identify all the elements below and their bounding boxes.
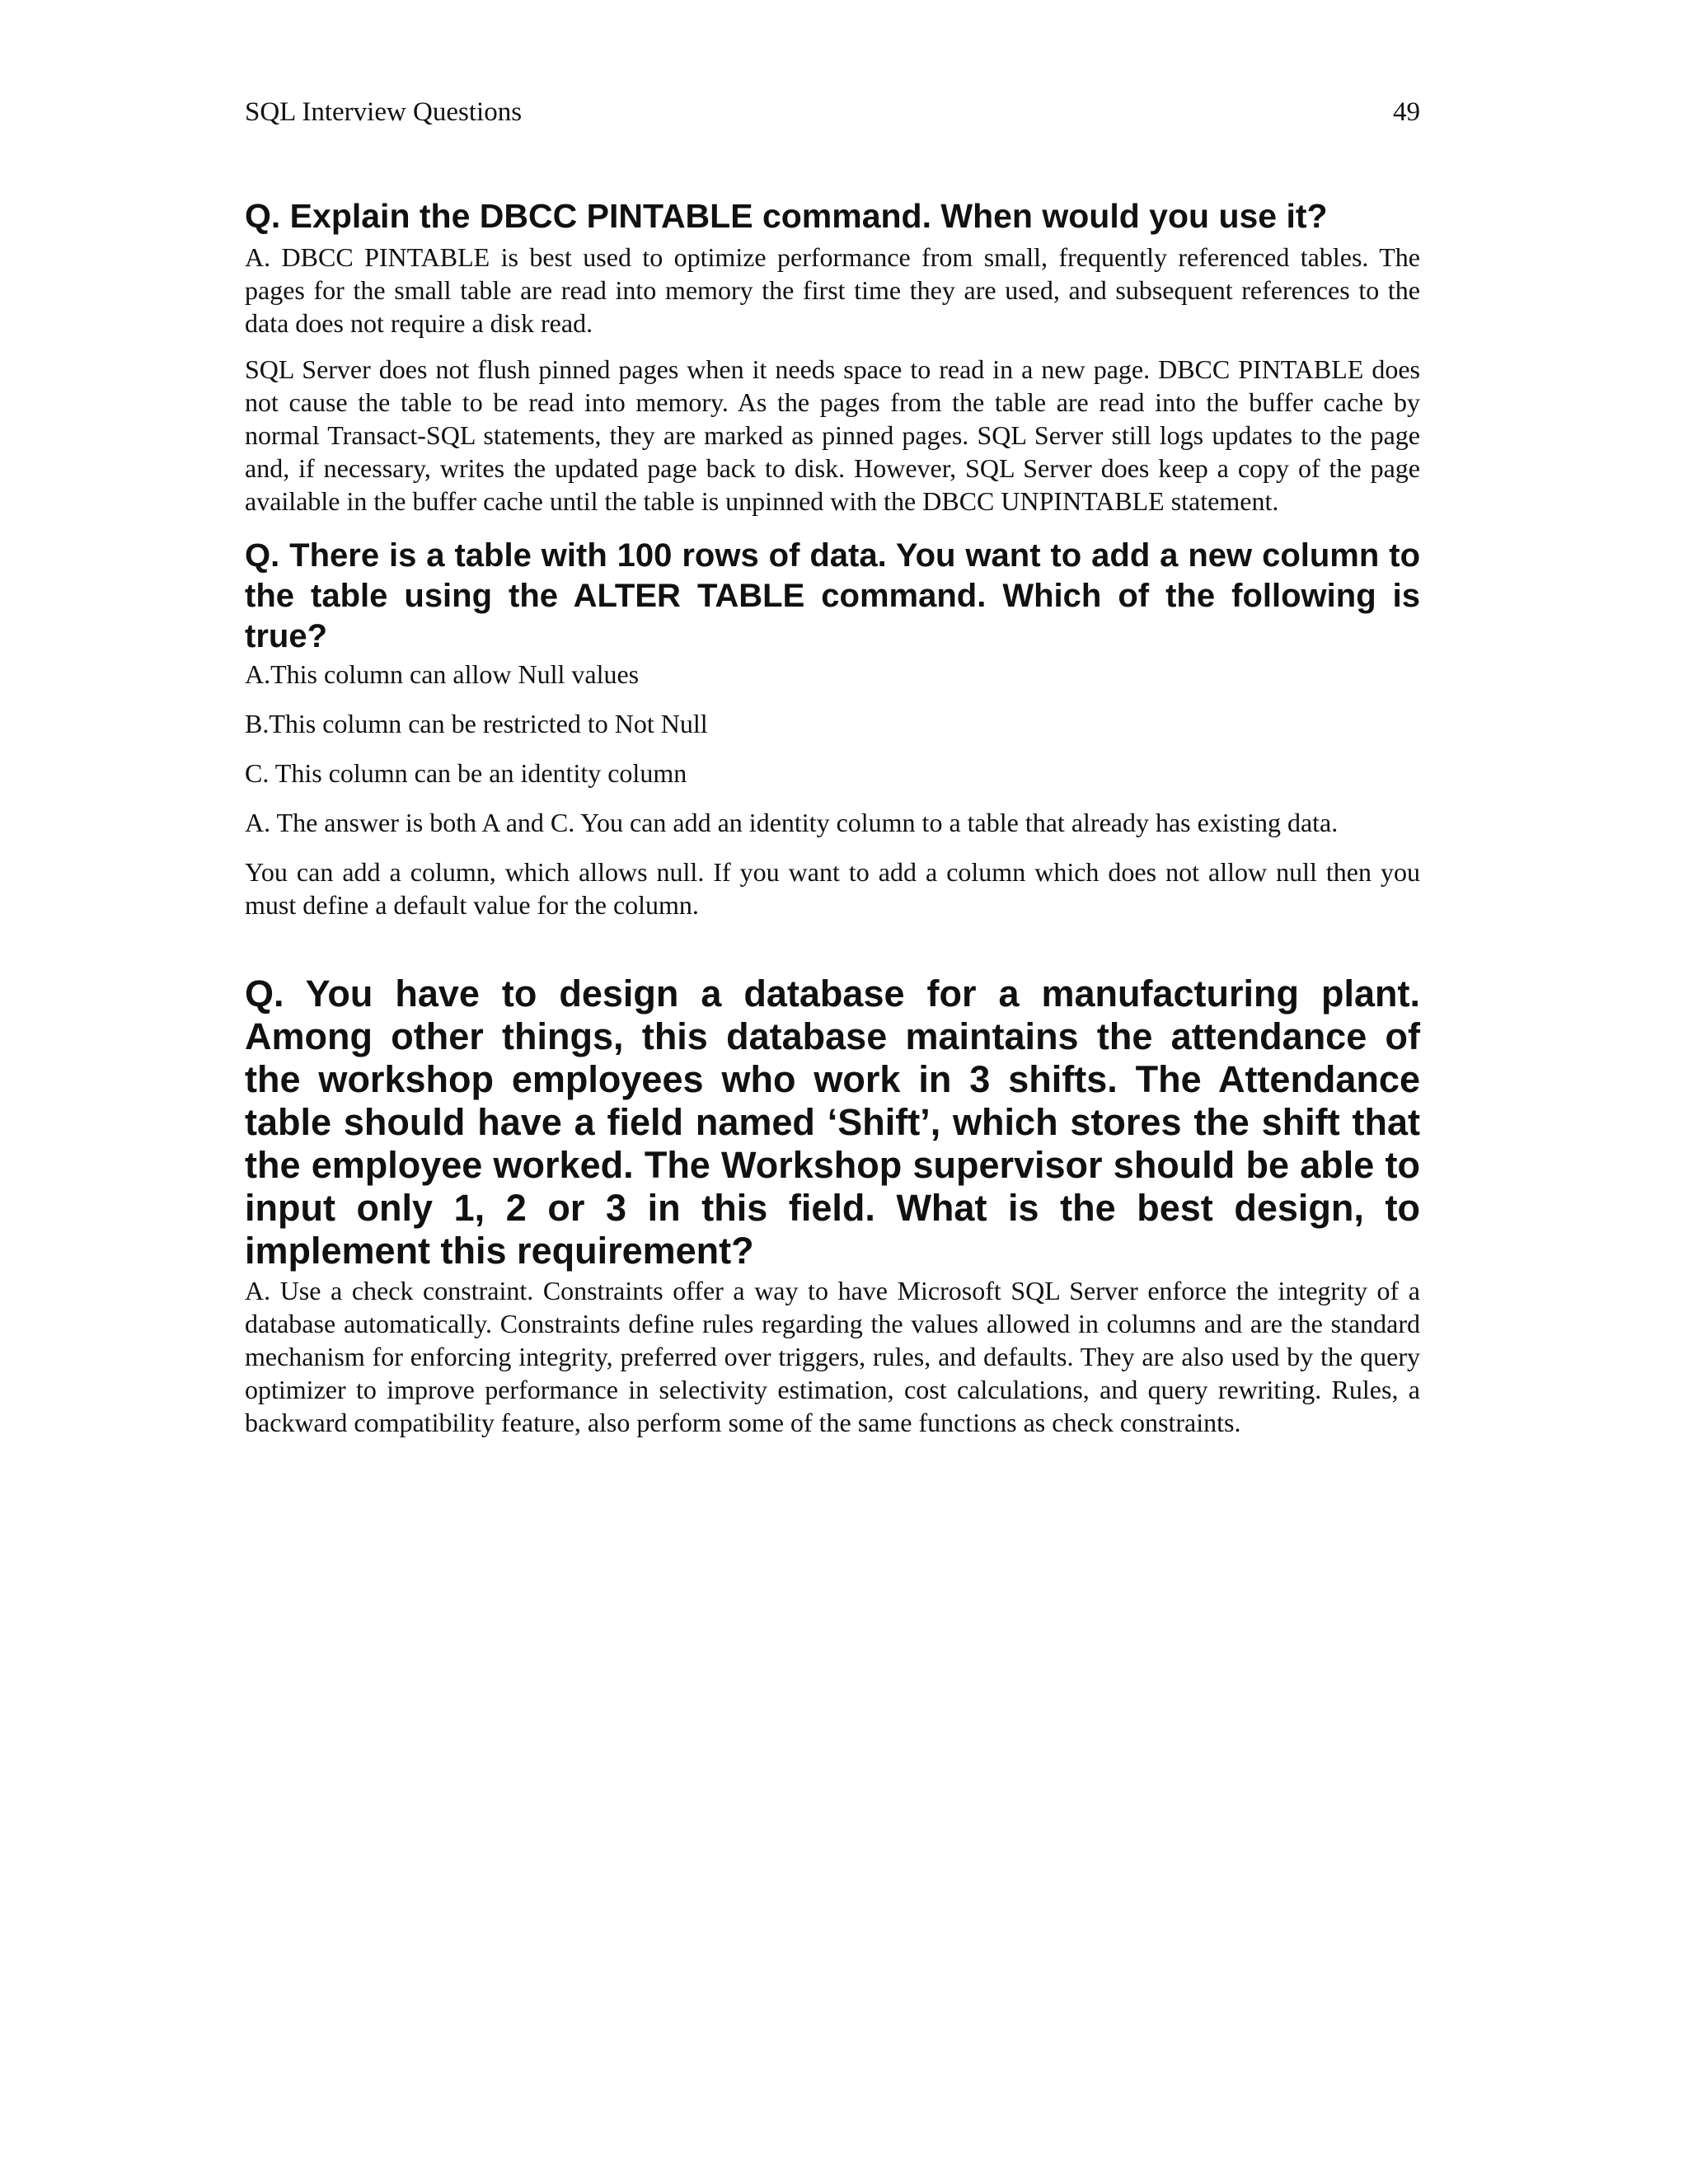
option-c: C. This column can be an identity column (245, 758, 687, 788)
option-b: B.This column can be restricted to Not Null (245, 709, 708, 738)
option-a: A.This column can allow Null values (245, 659, 640, 689)
question-alter-table (245, 536, 1420, 921)
answer-paragraph: You can add a column, which allows null. If you want to add a column which does not allow null then you must define a default value for the column. (245, 857, 1420, 920)
question-heading: Q. You have to design a database for a manufacturing plant. Among other things, this database maintains the attendance of the workshop employees who work in 3 shifts. The Attendance table should have a field named ‘Shift’, which stores the shift that the employee worked. The Workshop supervisor should be able to input only 1, 2 or 3 in this field. What is the best design, to implement this requirement? (245, 972, 1420, 1272)
question-dbcc-pintable (245, 196, 1420, 518)
running-header-title: SQL Interview Questions (245, 97, 523, 127)
page-content (245, 196, 1420, 1439)
question-heading: Q. Explain the DBCC PINTABLE command. When would you use it? (245, 197, 1328, 235)
question-heading: Q. There is a table with 100 rows of data. You want to add a new column to the table using the ALTER TABLE command. Which of the following is true? (245, 537, 1420, 654)
answer-paragraph: A. DBCC PINTABLE is best used to optimize performance from small, frequently referenced tables. The pages for the small table are read into memory the first time they are used, and subsequent references to the data does not require a disk read. (245, 242, 1420, 338)
page-number: 49 (1393, 97, 1420, 127)
question-check-constraint (245, 972, 1420, 1439)
answer-paragraph: SQL Server does not flush pinned pages when it needs space to read in a new page. DBCC PINTABLE does not cause the table to be read into memory. As the pages from the table are read into the buffer cache by normal Transact-SQL statements, they are marked as pinned pages. SQL Server still logs updates to the page and, if necessary, writes the updated page back to disk. However, SQL Server does keep a copy of the page available in the buffer cache until the table is unpinned with the DBCC UNPINTABLE statement. (245, 354, 1420, 516)
answer-paragraph: A. The answer is both A and C. You can add an identity column to a table that already has existing data. (245, 808, 1339, 837)
answer-paragraph: A. Use a check constraint. Constraints offer a way to have Microsoft SQL Server enforce the integrity of a database automatically. Constraints define rules regarding the values allowed in columns and are the standard mechanism for enforcing integrity, preferred over triggers, rules, and defaults. They are also used by the query optimizer to improve performance in selectivity estimation, cost calculations, and query rewriting. Rules, a backward compatibility feature, also perform some of the same functions as check constraints. (245, 1276, 1420, 1437)
